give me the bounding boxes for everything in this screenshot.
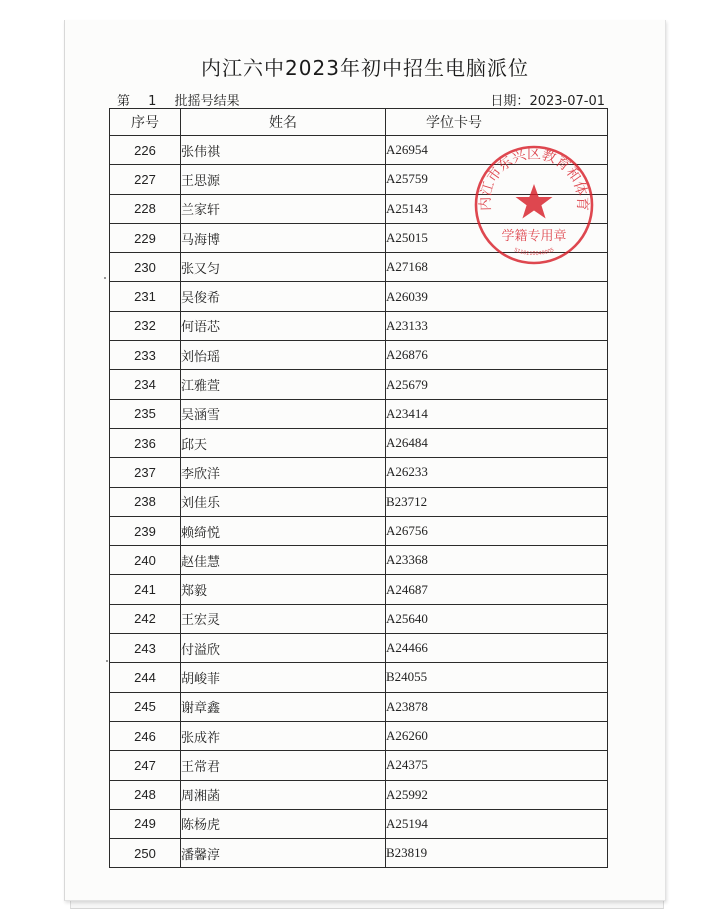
document-title: 内江六中2023年初中招生电脑派位 bbox=[201, 56, 529, 80]
scan-speck bbox=[106, 660, 108, 662]
row-name: 陈杨虎 bbox=[181, 809, 386, 838]
row-name: 李欣洋 bbox=[181, 458, 386, 487]
row-seq: 243 bbox=[110, 634, 181, 663]
row-card-number: A23133 bbox=[386, 311, 608, 340]
row-seq: 228 bbox=[110, 194, 181, 223]
row-seq: 226 bbox=[110, 136, 181, 165]
table-row bbox=[110, 721, 608, 750]
row-seq: 227 bbox=[110, 165, 181, 194]
row-name: 谢章鑫 bbox=[181, 692, 386, 721]
row-seq: 229 bbox=[110, 223, 181, 252]
row-name: 胡峻菲 bbox=[181, 663, 386, 692]
row-seq: 237 bbox=[110, 458, 181, 487]
row-name: 兰家轩 bbox=[181, 194, 386, 223]
table-row bbox=[110, 751, 608, 780]
row-card-number: B24055 bbox=[386, 663, 608, 692]
table-row bbox=[110, 604, 608, 633]
row-card-number: A24687 bbox=[386, 575, 608, 604]
row-name: 江雅萱 bbox=[181, 370, 386, 399]
batch-info bbox=[117, 90, 254, 109]
row-name: 王常君 bbox=[181, 751, 386, 780]
row-seq: 232 bbox=[110, 311, 181, 340]
row-card-number: A24466 bbox=[386, 634, 608, 663]
table-row bbox=[110, 663, 608, 692]
table-row bbox=[110, 136, 608, 165]
results-table bbox=[109, 108, 608, 868]
header-card: 学位卡号 bbox=[386, 109, 608, 136]
row-seq: 236 bbox=[110, 428, 181, 457]
table-row bbox=[110, 223, 608, 252]
header-seq: 序号 bbox=[110, 109, 181, 136]
table-row bbox=[110, 370, 608, 399]
table-row bbox=[110, 487, 608, 516]
table-row bbox=[110, 165, 608, 194]
row-name: 郑毅 bbox=[181, 575, 386, 604]
row-card-number: A25015 bbox=[386, 223, 608, 252]
row-seq: 249 bbox=[110, 809, 181, 838]
date-info bbox=[490, 90, 605, 109]
row-seq: 250 bbox=[110, 839, 181, 868]
row-seq: 238 bbox=[110, 487, 181, 516]
table-row bbox=[110, 546, 608, 575]
row-card-number: A25194 bbox=[386, 809, 608, 838]
batch-number: 1 bbox=[148, 94, 157, 109]
row-name: 王宏灵 bbox=[181, 604, 386, 633]
table-row bbox=[110, 634, 608, 663]
row-seq: 234 bbox=[110, 370, 181, 399]
row-card-number: A27168 bbox=[386, 253, 608, 282]
row-card-number: A23878 bbox=[386, 692, 608, 721]
row-seq: 244 bbox=[110, 663, 181, 692]
table-row bbox=[110, 458, 608, 487]
row-name: 赖绮悦 bbox=[181, 516, 386, 545]
table-row bbox=[110, 253, 608, 282]
row-name: 王思源 bbox=[181, 165, 386, 194]
row-card-number: A25143 bbox=[386, 194, 608, 223]
row-name: 马海博 bbox=[181, 223, 386, 252]
seal-outer-text: 内江市东兴区教育和体育 bbox=[477, 146, 591, 212]
table-row bbox=[110, 516, 608, 545]
batch-label: 批摇号结果 bbox=[174, 94, 240, 109]
row-card-number: A26484 bbox=[386, 428, 608, 457]
row-name: 付溢欣 bbox=[181, 634, 386, 663]
row-seq: 233 bbox=[110, 341, 181, 370]
row-name: 赵佳慧 bbox=[181, 546, 386, 575]
table-row bbox=[110, 311, 608, 340]
table-row bbox=[110, 780, 608, 809]
row-card-number: A26876 bbox=[386, 341, 608, 370]
row-name: 张伟祺 bbox=[181, 136, 386, 165]
row-seq: 248 bbox=[110, 780, 181, 809]
row-seq: 235 bbox=[110, 399, 181, 428]
table-row bbox=[110, 428, 608, 457]
row-card-number: A25992 bbox=[386, 780, 608, 809]
row-name: 刘怡瑶 bbox=[181, 341, 386, 370]
row-card-number: A24375 bbox=[386, 751, 608, 780]
row-seq: 230 bbox=[110, 253, 181, 282]
row-card-number: A25679 bbox=[386, 370, 608, 399]
row-card-number: A26954 bbox=[386, 136, 608, 165]
row-seq: 240 bbox=[110, 546, 181, 575]
seal-inner-text: 学籍专用章 bbox=[501, 229, 567, 244]
row-seq: 231 bbox=[110, 282, 181, 311]
row-card-number: A25759 bbox=[386, 165, 608, 194]
table-row bbox=[110, 399, 608, 428]
header-name: 姓名 bbox=[181, 109, 386, 136]
date-value: 2023-07-01 bbox=[529, 94, 605, 109]
table-header-row bbox=[110, 109, 608, 136]
row-card-number: A26039 bbox=[386, 282, 608, 311]
row-seq: 246 bbox=[110, 721, 181, 750]
row-card-number: B23819 bbox=[386, 839, 608, 868]
row-seq: 245 bbox=[110, 692, 181, 721]
row-seq: 242 bbox=[110, 604, 181, 633]
row-name: 吴涵雪 bbox=[181, 399, 386, 428]
row-name: 张成祚 bbox=[181, 721, 386, 750]
row-name: 邱天 bbox=[181, 428, 386, 457]
row-name: 潘馨淳 bbox=[181, 839, 386, 868]
scan-speck bbox=[104, 277, 106, 279]
table-row bbox=[110, 839, 608, 868]
row-seq: 247 bbox=[110, 751, 181, 780]
table-row bbox=[110, 692, 608, 721]
table-row bbox=[110, 194, 608, 223]
row-card-number: A25640 bbox=[386, 604, 608, 633]
row-card-number: A26260 bbox=[386, 721, 608, 750]
row-seq: 239 bbox=[110, 516, 181, 545]
row-card-number: A23414 bbox=[386, 399, 608, 428]
seal-serial: 5110110040005 bbox=[513, 247, 555, 258]
table-row bbox=[110, 575, 608, 604]
table-row bbox=[110, 341, 608, 370]
row-card-number: A23368 bbox=[386, 546, 608, 575]
row-card-number: A26756 bbox=[386, 516, 608, 545]
row-name: 吴俊希 bbox=[181, 282, 386, 311]
row-name: 张又匀 bbox=[181, 253, 386, 282]
row-card-number: A26233 bbox=[386, 458, 608, 487]
row-name: 何语芯 bbox=[181, 311, 386, 340]
row-name: 周湘菡 bbox=[181, 780, 386, 809]
row-name: 刘佳乐 bbox=[181, 487, 386, 516]
row-card-number: B23712 bbox=[386, 487, 608, 516]
table-row bbox=[110, 809, 608, 838]
table-row bbox=[110, 282, 608, 311]
document-page bbox=[64, 20, 666, 901]
date-label: 日期： bbox=[490, 94, 530, 109]
batch-prefix: 第 bbox=[117, 94, 131, 109]
row-seq: 241 bbox=[110, 575, 181, 604]
